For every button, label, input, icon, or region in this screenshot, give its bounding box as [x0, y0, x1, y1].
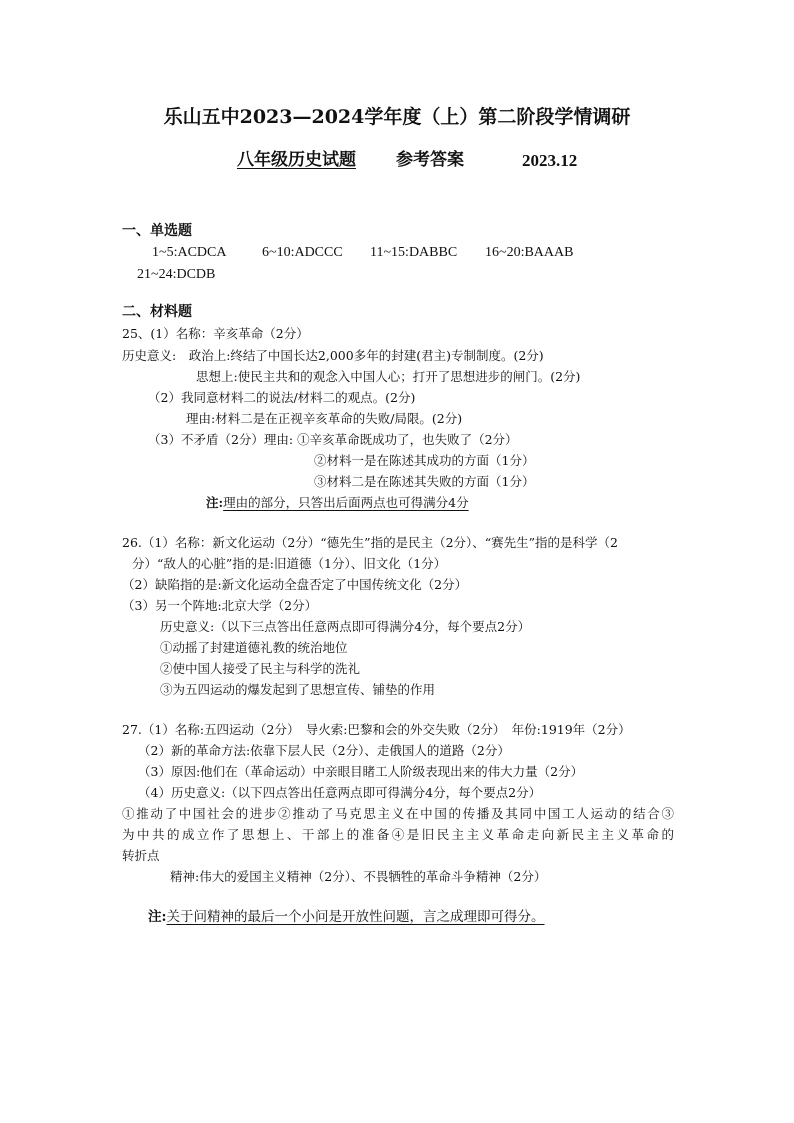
q26-line: 分）“敌人的心脏”指的是:旧道德（1分）、旧文化（1分） — [132, 556, 447, 571]
q26-point: ③为五四运动的爆发起到了思想宣传、铺垫的作用 — [160, 682, 436, 697]
q27-line: （3）原因:他们在（革命运动）中亲眼目睹工人阶级表现出来的伟大力量（2分） — [138, 764, 584, 779]
section1-heading: 一、单选题 — [122, 223, 192, 239]
q27-line: 转折点 — [122, 848, 160, 863]
q25-note-text: 理由的部分，只答出后面两点也可得满分4分 — [223, 495, 469, 510]
q27-note-text: 关于问精神的最后一个小问是开放性问题，言之成理即可得分。 — [166, 909, 545, 925]
answer-group-2: 6~10:ADCCC — [262, 245, 343, 260]
q25-line: ②材料一是在陈述其成功的方面（1分） — [314, 453, 535, 468]
q26-point: ②使中国人接受了民主与科学的洗礼 — [160, 661, 361, 676]
q27-line: （2）新的革命方法:依靠下层人民（2分）、走俄国人的道路（2分） — [138, 743, 510, 758]
q27-line: 27.（1）名称:五四运动（2分） 导火索:巴黎和会的外交失败（2分） 年份:1919年（2分） — [122, 722, 631, 737]
q27-note — [148, 911, 544, 925]
q25-note — [206, 497, 469, 510]
q25-line: 25、(1）名称：辛亥革命（2分） — [122, 326, 309, 341]
answer-group-5: 21~24:DCDB — [137, 267, 216, 282]
q26-line: 历史意义:（以下三点答出任意两点即可得满分4分，每个要点2分） — [160, 619, 531, 634]
q27-line: （4）历史意义:（以下四点答出任意两点即可得满分4分，每个要点2分） — [138, 785, 542, 800]
q26-point: ①动摇了封建道德礼教的统治地位 — [160, 640, 348, 655]
q25-line: （3）不矛盾（2分）理由: ①辛亥革命既成功了，也失败了（2分） — [148, 432, 518, 447]
q25-line: 历史意义: 政治上:终结了中国长达2,000多年的封建(君主)专制制度。(2分) — [122, 348, 544, 363]
q25-line: 思想上:使民主共和的观念入中国人心；打开了思想进步的闸门。(2分) — [196, 369, 581, 384]
q26-line: （3）另一个阵地:北京大学（2分） — [122, 598, 318, 613]
answer-label: 参考答案 — [396, 150, 464, 170]
answer-group-4: 16~20:BAAAB — [485, 245, 574, 260]
q26-line: （2）缺陷指的是:新文化运动全盘否定了中国传统文化（2分） — [122, 577, 468, 592]
q25-line: ③材料二是在陈述其失败的方面（1分） — [314, 474, 535, 489]
q27-line: 精神:伟大的爱国主义精神（2分）、不畏牺牲的革命斗争精神（2分） — [170, 869, 547, 884]
q27-line: 为中共的成立作了思想上、干部上的准备④是旧民主主义革命走向新民主主义革命的 — [122, 827, 674, 842]
subject-title: 八年级历史试题 — [237, 150, 356, 170]
q27-note-label: 注: — [148, 909, 167, 925]
answer-group-1: 1~5:ACDCA — [152, 245, 227, 260]
section2-heading: 二、材料题 — [122, 304, 192, 320]
q25-line: 理由:材料二是在正视辛亥革命的失败/局限。(2分) — [186, 411, 463, 426]
page-title: 乐山五中2023—2024学年度（上）第二阶段学情调研 — [163, 106, 631, 128]
exam-date: 2023.12 — [522, 151, 578, 170]
q26-line: 26.（1）名称：新文化运动（2分）“德先生”指的是民主（2分）、“赛先生”指的是科学（2 — [122, 535, 619, 550]
q25-line: （2）我同意材料二的说法/材料二的观点。(2分) — [148, 390, 416, 405]
answer-group-3: 11~15:DABBC — [370, 245, 458, 260]
q25-note-label: 注: — [206, 495, 224, 510]
q27-line: ①推动了中国社会的进步②推动了马克思主义在中国的传播及其同中国工人运动的结合③ — [122, 806, 674, 821]
